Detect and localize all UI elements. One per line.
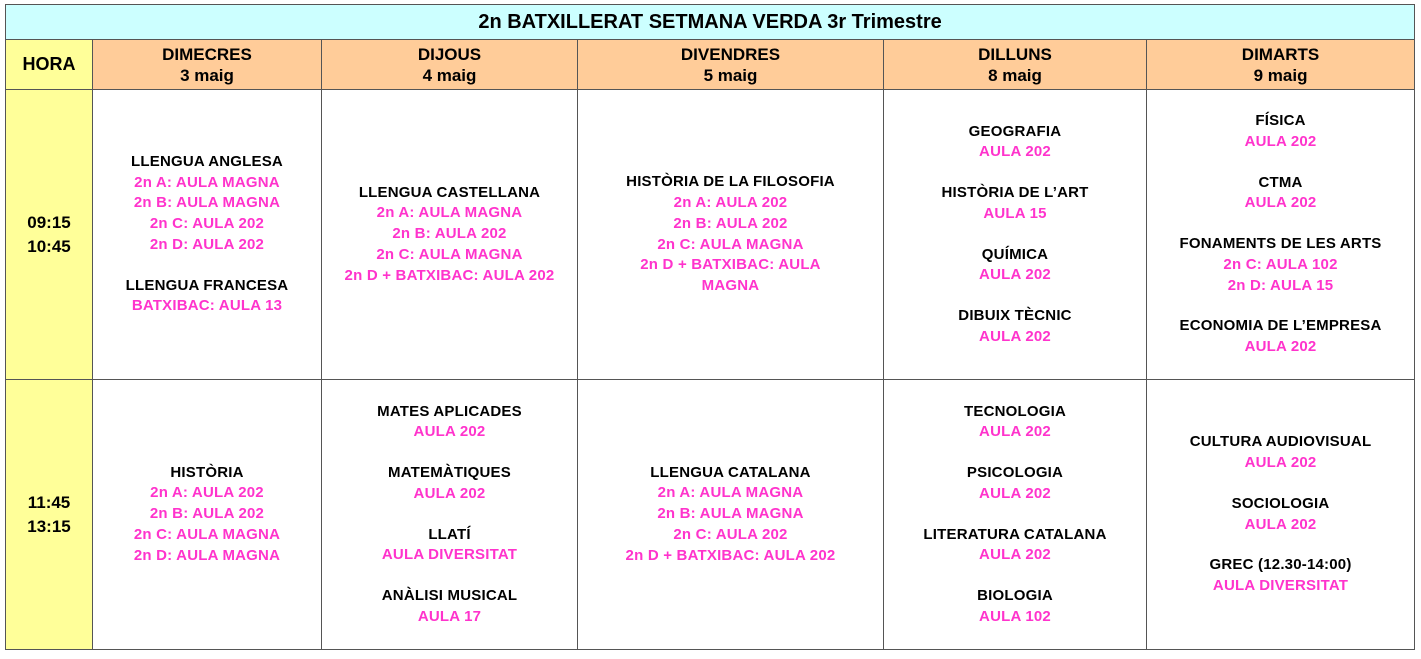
room-label: 2n C: AULA MAGNA (133, 525, 281, 543)
subject-label: LLENGUA CASTELLANA (358, 183, 541, 201)
exam-cell (93, 380, 322, 650)
time-start: 11:45 (27, 492, 71, 512)
room-label: AULA 202 (1244, 133, 1317, 151)
day-date: 3 maig (180, 65, 234, 85)
room-label: AULA 102 (979, 607, 1051, 625)
day-date: 8 maig (988, 65, 1042, 85)
room-label: 2n D: AULA 15 (1227, 276, 1334, 294)
room-label: 2n B: AULA 202 (392, 225, 507, 243)
slot-row-1 (6, 90, 1415, 380)
room-label: 2n C: AULA 102 (1223, 255, 1338, 273)
day-name: DILLUNS (978, 44, 1052, 64)
day-date: 5 maig (703, 65, 758, 85)
room-label: AULA 17 (417, 607, 482, 625)
subject-label: FÍSICA (1255, 112, 1306, 130)
subject-label: BIOLOGIA (977, 586, 1053, 604)
exam-block (884, 463, 1146, 504)
exam-cell (1147, 90, 1415, 380)
exam-cell (322, 380, 578, 650)
exam-cell (884, 90, 1147, 380)
subject-label: ANÀLISI MUSICAL (381, 586, 518, 604)
exam-block (1147, 234, 1414, 296)
day-header-dimecres (93, 40, 322, 90)
exam-block (1147, 494, 1414, 535)
room-label: AULA 202 (979, 143, 1051, 161)
room-label: AULA 202 (979, 266, 1051, 284)
subject-label: FONAMENTS DE LES ARTS (1179, 235, 1382, 253)
subject-label: LITERATURA CATALANA (923, 525, 1107, 543)
room-label: 2n B: AULA 202 (149, 505, 265, 523)
subject-label: SOCIOLOGIA (1231, 494, 1330, 512)
time-end: 13:15 (27, 516, 71, 536)
room-label: 2n C: AULA 202 (149, 215, 265, 233)
exam-block (884, 183, 1146, 224)
room-label: 2n C: AULA 202 (673, 525, 788, 543)
room-label: 2n B: AULA MAGNA (657, 505, 804, 523)
day-header-dijous (322, 40, 578, 90)
subject-label: TECNOLOGIA (964, 402, 1066, 420)
exam-block (93, 152, 321, 256)
subject-label: HISTÒRIA DE LA FILOSOFIA (626, 173, 835, 191)
exam-cell (93, 90, 322, 380)
day-name: DIJOUS (417, 44, 482, 64)
exam-block (93, 463, 321, 567)
room-label: AULA 202 (979, 484, 1051, 502)
exam-block (1147, 173, 1414, 214)
exam-cell (578, 380, 884, 650)
exam-block (1147, 555, 1414, 596)
subject-label: GEOGRAFIA (968, 122, 1062, 140)
exam-block (1147, 432, 1414, 473)
subject-label: QUÍMICA (981, 245, 1049, 263)
room-label: AULA 202 (979, 423, 1051, 441)
exam-block (322, 586, 577, 627)
room-label: 2n A: AULA 202 (150, 484, 264, 502)
exam-block (578, 463, 883, 567)
hora-header: HORA (6, 40, 93, 90)
exam-block (322, 402, 577, 443)
exam-cell (578, 90, 884, 380)
subject-label: CULTURA AUDIOVISUAL (1189, 433, 1372, 451)
exam-block (1147, 111, 1414, 152)
room-label: 2n B: AULA MAGNA (133, 194, 281, 212)
room-label: AULA 202 (1244, 515, 1317, 533)
exam-cell (322, 90, 578, 380)
slot-row-2 (6, 380, 1415, 650)
room-label: 2n B: AULA 202 (673, 214, 788, 232)
subject-label: DIBUIX TÈCNIC (958, 306, 1072, 324)
exam-block (340, 183, 560, 287)
day-name: DIVENDRES (680, 44, 781, 64)
exam-block (884, 122, 1146, 163)
room-label: 2n D + BATXIBAC: AULA 202 (625, 546, 836, 564)
room-label: 2n D + BATXIBAC: AULA 202 (344, 266, 555, 284)
day-name: DIMARTS (1241, 44, 1320, 64)
schedule-table (5, 4, 1415, 650)
room-label: 2n D: AULA 202 (149, 235, 265, 253)
day-date: 9 maig (1253, 65, 1308, 85)
exam-block (93, 276, 321, 317)
exam-block (884, 245, 1146, 286)
room-label: AULA 202 (1244, 194, 1317, 212)
time-end: 10:45 (27, 236, 71, 256)
time-slot-1 (6, 90, 93, 380)
room-label: AULA 202 (413, 484, 486, 502)
exam-block (884, 525, 1146, 566)
schedule-title: 2n BATXILLERAT SETMANA VERDA 3r Trimestre (6, 5, 1415, 40)
exam-cell (1147, 380, 1415, 650)
room-label: 2n A: AULA MAGNA (376, 204, 523, 222)
day-header-dilluns (884, 40, 1147, 90)
exam-cell (884, 380, 1147, 650)
time-slot-2 (6, 380, 93, 650)
room-label: AULA 202 (979, 327, 1051, 345)
exam-block (1147, 316, 1414, 357)
room-label: AULA DIVERSITAT (1212, 576, 1349, 594)
exam-block (884, 402, 1146, 443)
subject-label: LLENGUA FRANCESA (125, 276, 289, 294)
room-label: AULA DIVERSITAT (381, 546, 518, 564)
subject-label: LLATÍ (428, 525, 471, 543)
room-label: 2n A: AULA 202 (673, 194, 788, 212)
time-start: 09:15 (27, 212, 71, 232)
room-label: 2n D: AULA MAGNA (133, 546, 281, 564)
room-label: 2n A: AULA MAGNA (134, 173, 280, 191)
subject-label: ECONOMIA DE L’EMPRESA (1179, 317, 1382, 335)
exam-block (884, 306, 1146, 347)
room-label: AULA 202 (1244, 337, 1317, 355)
header-row (6, 40, 1415, 90)
subject-label: LLENGUA CATALANA (650, 463, 811, 481)
room-label: 2n A: AULA MAGNA (657, 484, 804, 502)
day-header-divendres (578, 40, 884, 90)
exam-block (611, 172, 851, 296)
room-label: AULA 202 (979, 546, 1051, 564)
room-label: 2n D + BATXIBAC: AULA MAGNA (640, 256, 821, 294)
room-label: BATXIBAC: AULA 13 (131, 297, 283, 315)
exam-block (322, 525, 577, 566)
room-label: 2n C: AULA MAGNA (657, 235, 804, 253)
room-label: 2n C: AULA MAGNA (376, 245, 523, 263)
subject-label: MATES APLICADES (377, 402, 522, 420)
subject-label: GREC (12.30-14:00) (1209, 556, 1352, 574)
day-date: 4 maig (422, 65, 477, 85)
subject-label: LLENGUA ANGLESA (131, 153, 283, 171)
subject-label: HISTÒRIA DE L’ART (941, 184, 1089, 202)
day-name: DIMECRES (162, 44, 252, 64)
subject-label: CTMA (1258, 173, 1303, 191)
subject-label: PSICOLOGIA (966, 464, 1064, 482)
room-label: AULA 202 (413, 423, 486, 441)
room-label: AULA 202 (1244, 454, 1317, 472)
exam-block (884, 586, 1146, 627)
day-header-dimarts (1147, 40, 1415, 90)
subject-label: MATEMÀTIQUES (388, 464, 511, 482)
subject-label: HISTÒRIA (170, 463, 244, 481)
room-label: AULA 15 (983, 204, 1047, 222)
exam-block (322, 463, 577, 504)
